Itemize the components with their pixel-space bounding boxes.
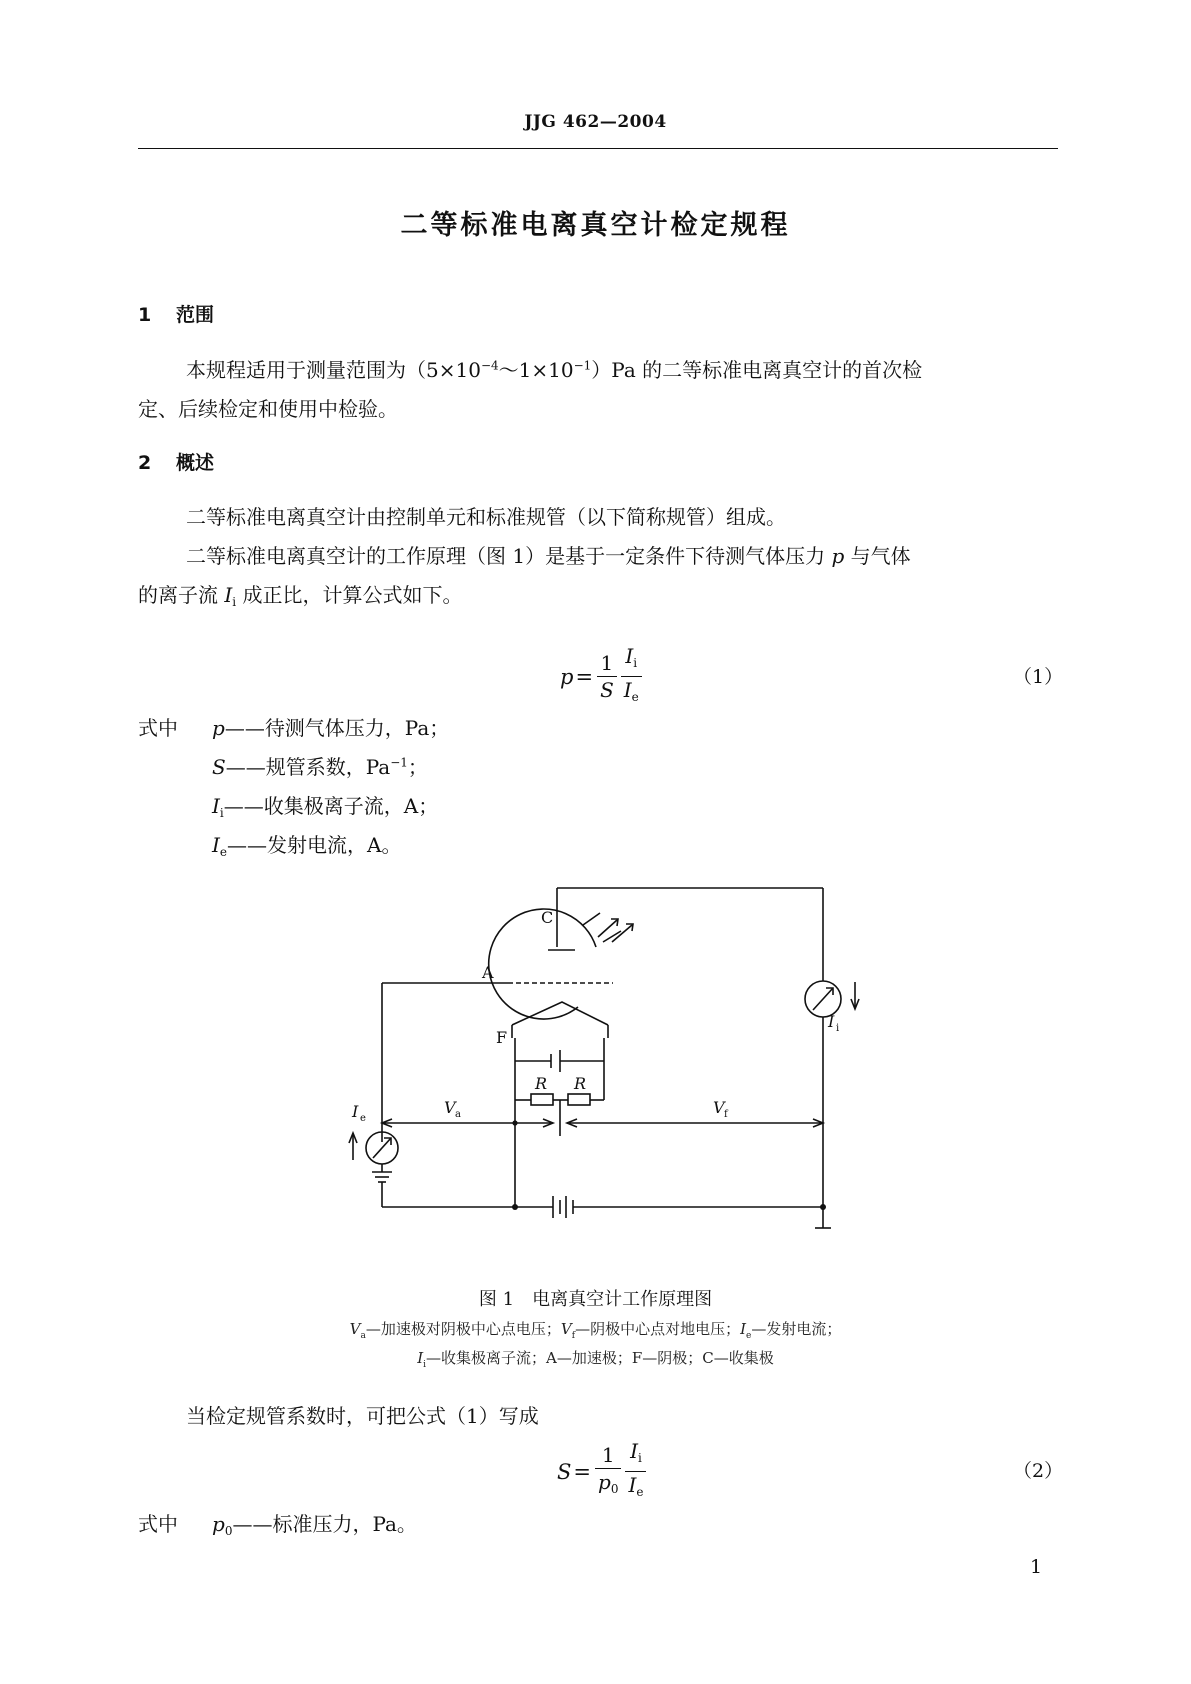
equation-number-2: （2） <box>1013 1460 1064 1482</box>
section-1-paragraph-line2: 定、后续检定和使用中检验。 <box>138 397 398 421</box>
section-2-paragraph-1: 二等标准电离真空计由控制单元和标准规管（以下简称规管）组成。 <box>186 505 786 529</box>
section-2-paragraph-2-line2: 的离子流 $I_i$ 成正比，计算公式如下。 <box>138 583 463 609</box>
fraction-1-over-p0: $\frac{1}{p_0}$ <box>595 1444 621 1500</box>
label-filament: F <box>496 1028 508 1047</box>
resistor-2 <box>568 1094 590 1105</box>
label-emission-current-sub: e <box>360 1113 366 1124</box>
figure-caption-title: 图 1 电离真空计工作原理图 <box>478 1289 713 1310</box>
fraction-Ii-over-Ie: $\frac{I_i}{I_e}$ <box>621 645 642 708</box>
formula-2: S = $\frac{1}{p_0}$ $\frac{I_i}{I_e}$ <box>557 1440 648 1503</box>
where-intro-2: 式中 <box>138 1512 178 1536</box>
section-title: 范围 <box>176 304 215 326</box>
paragraph-coefficient: 当检定规管系数时，可把公式（1）写成 <box>186 1404 539 1428</box>
junction-node <box>820 1204 826 1210</box>
label-voltage-f-sub: f <box>724 1109 728 1120</box>
where-item-S: S——规管系数，$Pa^{-1}$； <box>212 755 428 779</box>
where-item-p0: $p_0——$标准压力，Pa。 <box>212 1512 417 1538</box>
label-voltage-f: V <box>713 1098 725 1117</box>
label-accelerator: A <box>482 963 494 982</box>
light-arrow-2 <box>612 925 632 942</box>
junction-node <box>512 1204 518 1210</box>
label-voltage-a: V <box>444 1098 456 1117</box>
where-item-p: p——待测气体压力，Pa； <box>212 716 450 740</box>
label-ion-current: I <box>828 1012 835 1031</box>
label-resistor-1: R <box>535 1074 548 1093</box>
where-intro: 式中 <box>138 716 178 740</box>
figure-caption-line1: $V_a—$加速极对阴极中心点电压；$V_f—$阴极中心点对地电压；$I_e—$发射电流； <box>349 1320 842 1341</box>
where-item-Ii: $I_i——$收集极离子流，A； <box>212 794 439 820</box>
label-emission-current: I <box>352 1102 359 1121</box>
figure-caption-line2: $I_i—$收集极离子流；A—加速极；F—阴极；C—收集极 <box>417 1349 774 1370</box>
where-item-Ie: $I_e——$发射电流，A。 <box>212 833 402 859</box>
document-header: JJG 462—2004 <box>524 112 667 132</box>
fraction-1-over-S: $\frac{1}{S}$ <box>597 652 617 701</box>
page-title: 二等标准电离真空计检定规程 <box>400 210 791 241</box>
label-resistor-2: R <box>574 1074 587 1093</box>
fraction-Ii-over-Ie: $\frac{I_i}{I_e}$ <box>625 1440 646 1503</box>
page-number: 1 <box>1030 1556 1043 1578</box>
label-ion-current-sub: i <box>836 1023 840 1034</box>
section-2-paragraph-2-line1: 二等标准电离真空计的工作原理（图 1）是基于一定条件下待测气体压力 p 与气体 <box>186 544 911 568</box>
formula-1: p = $\frac{1}{S}$ $\frac{I_i}{I_e}$ <box>560 645 644 708</box>
section-number: 1 <box>138 304 152 326</box>
section-number: 2 <box>138 452 152 474</box>
section-1-paragraph-line1: 本规程适用于测量范围为$(5\times 10^{-4}\sim 1\times 10^{-1})Pa$ 的二等标准电离真空计的首次检 <box>186 358 923 382</box>
filament <box>512 1002 608 1025</box>
equation-number-1: （1） <box>1013 666 1064 688</box>
label-collector: C <box>541 908 554 927</box>
label-voltage-a-sub: a <box>455 1109 461 1120</box>
section-title: 概述 <box>176 452 215 474</box>
resistor-1 <box>531 1094 553 1105</box>
